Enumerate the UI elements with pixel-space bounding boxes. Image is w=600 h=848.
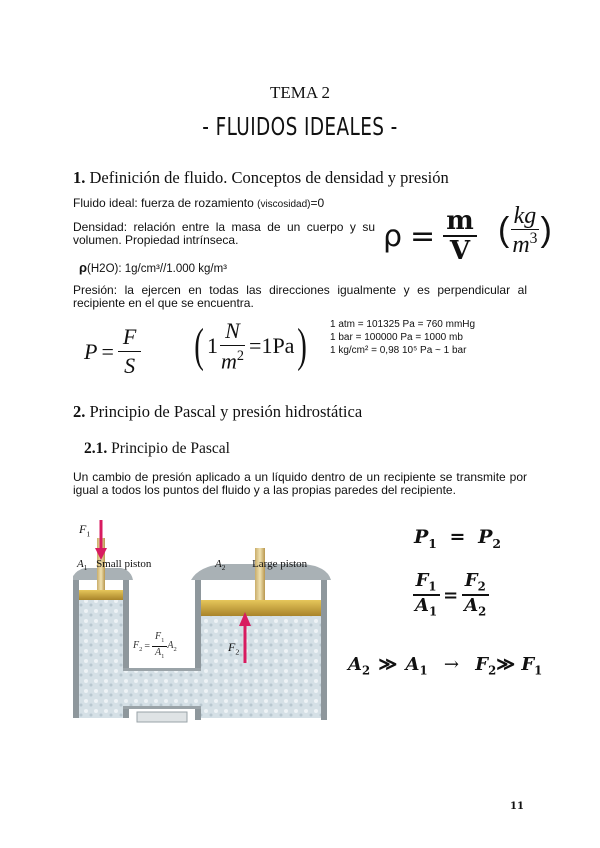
section-2-title: Principio de Pascal y presión hidrostática — [89, 402, 363, 421]
density-units-close-paren: ) — [540, 211, 552, 249]
tema-label: TEMA 2 — [270, 83, 330, 102]
figure-formula-tail: $A_2$ — [167, 639, 177, 653]
page-title: - FLUIDOS IDEALES - — [202, 112, 398, 141]
large-piston-label — [215, 558, 307, 572]
eq3-f1: $F_1$ — [521, 654, 543, 678]
large-piston-text: Large piston — [252, 558, 308, 570]
subsection-2-1-heading — [84, 440, 230, 458]
density-mass: m — [443, 208, 477, 237]
eq2-a1: $A_1$ — [415, 595, 438, 619]
f1-label: $F_1$ — [79, 522, 91, 539]
density-formula-rho: ρ — [383, 218, 403, 254]
eq1-p1: $P_1$ — [414, 526, 437, 551]
pascal-unit-formula — [191, 320, 310, 372]
equation-force-area — [412, 572, 489, 619]
pressure-force: F — [118, 326, 141, 352]
eq1-eq: = — [449, 526, 466, 548]
figure-formula-lhs: $F_2$ — [133, 639, 143, 653]
water-density — [79, 261, 227, 276]
section-1-heading — [73, 168, 449, 188]
pressure-surface: S — [124, 353, 136, 378]
density-volume: V — [449, 236, 471, 266]
eq3-a1: $A_1$ — [405, 654, 428, 678]
a1-label: $A_1$ — [77, 558, 88, 573]
hydraulic-press-figure — [73, 518, 343, 723]
eq2-f1: $F_1$ — [413, 572, 440, 596]
conversion-atm: 1 atm = 101325 Pa = 760 mmHg — [330, 319, 476, 330]
ideal-fluid-prefix: Fluido ideal: fuerza de rozamiento — [73, 196, 258, 210]
conversion-bar: 1 bar = 100000 Pa = 1000 mb — [330, 332, 463, 343]
pressure-formula — [84, 326, 141, 377]
section-1-number: 1. — [73, 168, 86, 187]
pascal-m2: $m^2$ — [220, 348, 245, 374]
pascal-rhs: =1Pa — [249, 333, 295, 359]
water-density-value: (H2O): 1g/cm³//1.000 kg/m³ — [87, 263, 228, 275]
page-number: 11 — [510, 801, 524, 812]
figure-f2-formula: $F_2$ = $\frac{F_1}{A_1}$ $A_2$ — [133, 631, 177, 660]
equation-p1-p2 — [414, 526, 501, 551]
pressure-formula-eq: = — [101, 338, 114, 364]
eq2-right-fraction — [461, 572, 489, 619]
density-units-m3: $m^3$ — [512, 230, 538, 258]
pascal-open-paren: ( — [194, 319, 204, 373]
pressure-formula-p: P — [84, 338, 98, 364]
small-piston-label — [77, 558, 151, 572]
eq3-a2: $A_2$ — [348, 654, 371, 678]
eq2-left-fraction — [412, 572, 440, 619]
section-2-number: 2. — [73, 402, 86, 421]
ideal-fluid-suffix: =0 — [310, 196, 325, 210]
section-2-heading — [73, 402, 362, 422]
pascal-close-paren: ) — [297, 319, 308, 373]
rho-symbol: ρ — [79, 260, 88, 275]
subsection-2-1-number: 2.1. — [84, 440, 108, 457]
density-formula-eq: = — [410, 218, 436, 254]
figure-formula-num: $F_1$ — [152, 632, 167, 647]
density-text: Densidad: relación entre la masa de un cuerpo y su volumen. Propiedad intrínseca. — [73, 220, 375, 247]
eq1-p2: $P_2$ — [478, 526, 501, 551]
conversion-kgcm2: 1 kg/cm² = 0,98 10⁵ Pa ~ 1 bar — [330, 345, 467, 356]
pascal-one: 1 — [206, 333, 218, 359]
density-units-kg: kg — [511, 204, 540, 230]
eq3-f2: $F_2$ — [475, 654, 497, 678]
eq3-gg-2: ≫ — [496, 654, 516, 675]
pascal-fraction — [218, 320, 247, 372]
pressure-text: Presión: la ejercen en todas las direcciones igualmente y es perpendicular al recipiente en el que se encuentra. — [73, 283, 527, 310]
density-formula — [383, 208, 477, 264]
small-piston-text: Small piston — [96, 558, 152, 570]
pascal-newton: N — [220, 320, 245, 346]
eq3-arrow: → — [443, 654, 459, 675]
hydraulic-press-drawing — [73, 518, 343, 723]
density-units — [498, 204, 552, 257]
density-fraction — [443, 208, 477, 264]
figure-formula-fraction — [152, 632, 167, 660]
ideal-fluid-small: (viscosidad) — [257, 199, 311, 210]
ideal-fluid-text — [73, 197, 324, 211]
section-1-title: Definición de fluido. Conceptos de densidad y presión — [89, 168, 449, 187]
f2-label: $F_2$ — [228, 640, 240, 657]
eq2-f2: $F_2$ — [462, 572, 489, 596]
pascal-principle-text: Un cambio de presión aplicado a un líquido dentro de un recipiente se transmite por igual a todos los puntos del fluido y a las propias paredes del recipiente. — [73, 470, 527, 497]
eq2-eq: = — [443, 584, 459, 606]
a2-label: $A_2$ — [215, 558, 226, 573]
density-units-open-paren: ( — [498, 211, 510, 249]
eq2-a2: $A_2$ — [464, 595, 487, 619]
figure-formula-den: $A_1$ — [155, 646, 165, 660]
unit-conversions — [330, 318, 475, 357]
eq3-gg-1: ≫ — [378, 654, 398, 675]
subsection-2-1-title: Principio de Pascal — [111, 440, 230, 457]
pressure-fraction — [118, 326, 141, 377]
density-units-fraction — [509, 204, 540, 257]
equation-comparison — [348, 654, 542, 678]
